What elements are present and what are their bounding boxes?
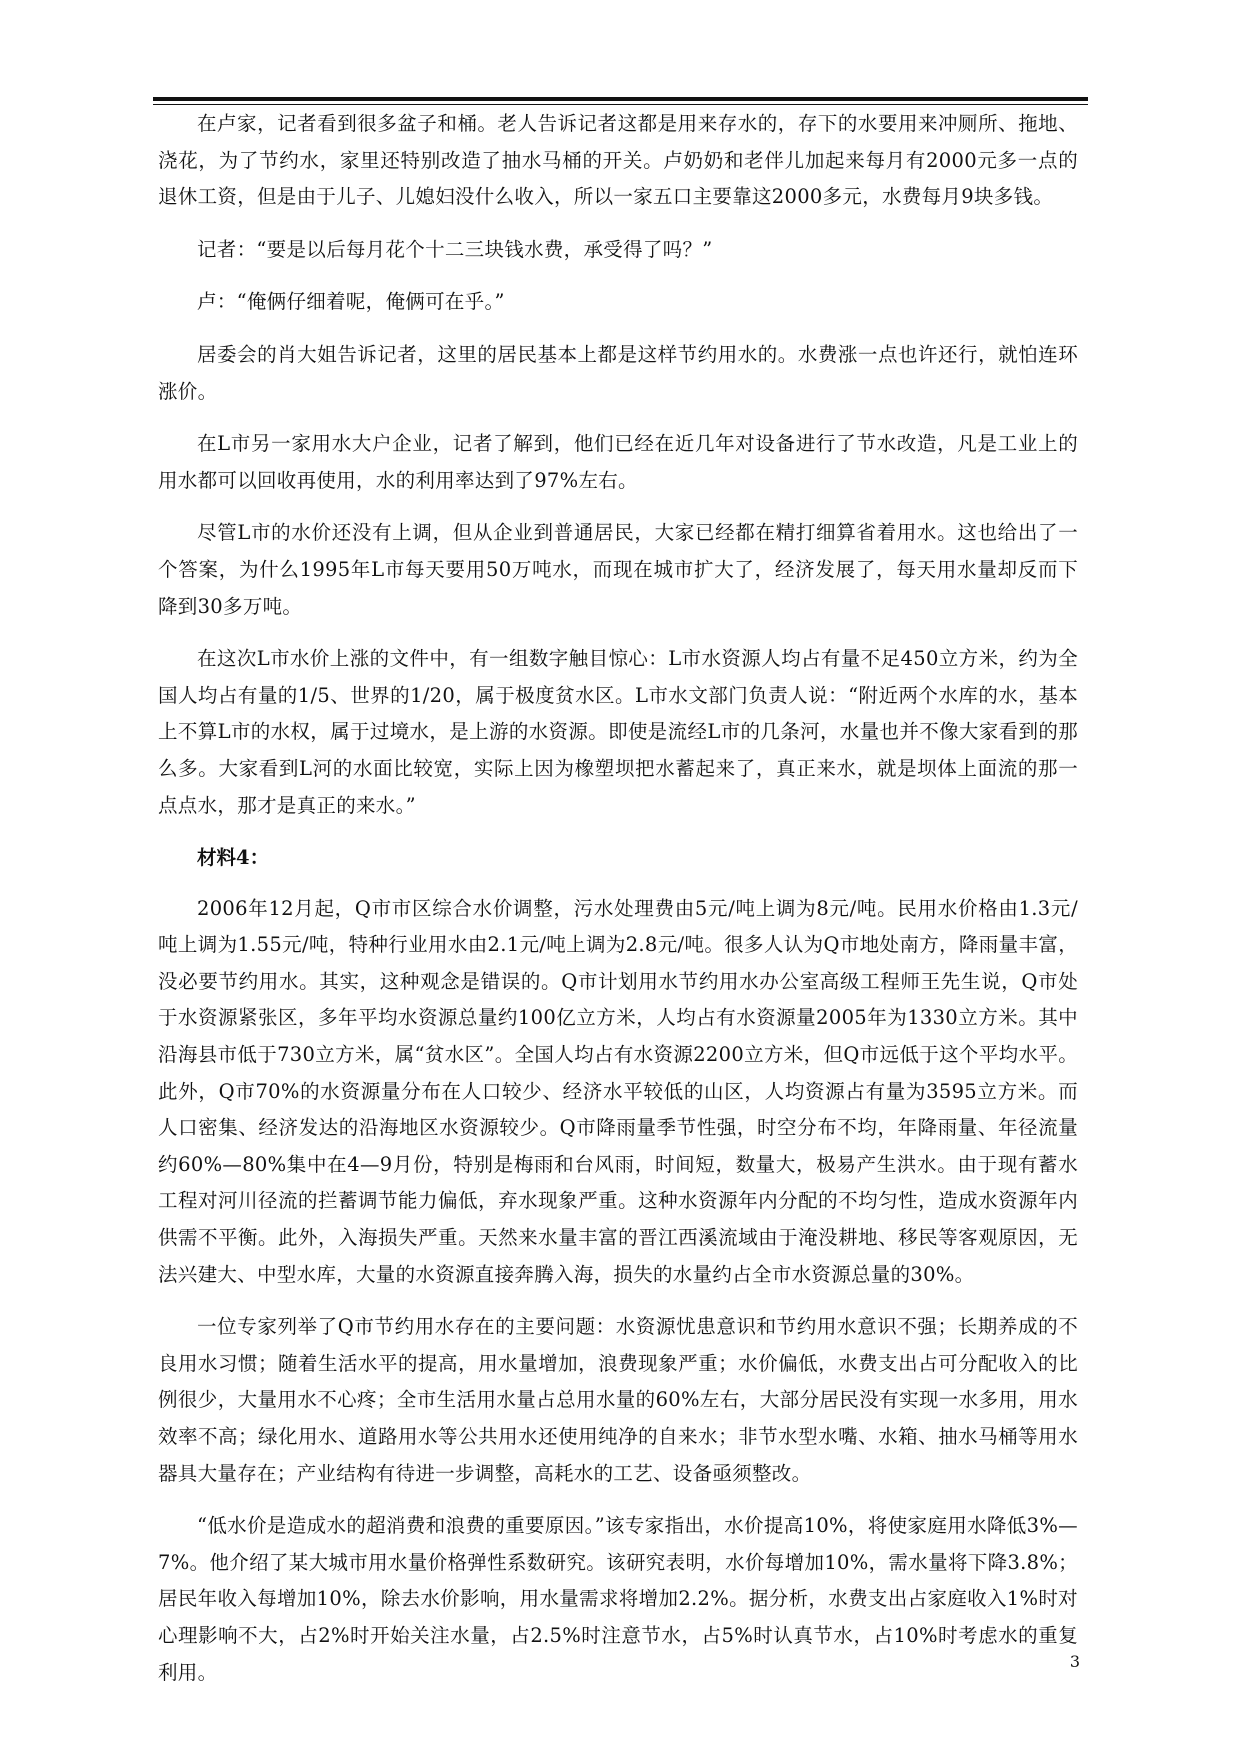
paragraph-l-city-water-resources: 在这次L市水价上涨的文件中，有一组数字触目惊心：L市水资源人均占有量不足450立方米，约为全国人均占有量的1/5、世界的1/20，属于极度贫水区。L市水文部门负责人说：“附近两个水库的水，基本上不算L市的水权，属于过境水，是上游的水资源。即使是流经L市的几条河，水量也并不像大家看到的那么多。大家看到L河的水面比较宽，实际上因为橡塑坝把水蓄起来了，真正来水，就是坝体上面流的那一点点水，那才是真正的来水。” [158, 647, 1078, 817]
paragraph-reporter-question: 记者：“要是以后每月花个十二三块钱水费，承受得了吗？” [197, 237, 713, 261]
paragraph-expert-problems: 一位专家列举了Q市节约用水存在的主要问题：水资源忧患意识和节约用水意识不强；长期养成的不良用水习惯；随着生活水平的提高，用水量增加，浪费现象严重；水价偏低，水费支出占可分配收入的比例很少，大量用水不心疼；全市生活用水量占总用水量的60%左右，大部分居民没有实现一水多用，用水效率不高；绿化用水、道路用水等公共用水还使用纯净的自来水；非节水型水嘴、水箱、抽水马桶等用水器具大量存在；产业结构有待进一步调整，高耗水的工艺、设备亟须整改。 [158, 1315, 1078, 1485]
section-heading-material-4: 材料4： [197, 846, 270, 870]
paragraph-lu-answer: 卢：“俺俩仔细着呢，俺俩可在乎。” [197, 290, 505, 314]
header-rule-thin [153, 104, 1088, 105]
paragraph-q-city-price-adjustment: 2006年12月起，Q市市区综合水价调整，污水处理费由5元/吨上调为8元/吨。民用水价格由1.3元/吨上调为1.55元/吨，特种行业用水由2.1元/吨上调为2.8元/吨。很多人认为Q市地处南方，降雨量丰富，没必要节约用水。其实，这种观念是错误的。Q市计划用水节约用水办公室高级工程师王先生说，Q市处于水资源紧张区，多年平均水资源总量约100亿立方米，人均占有水资源量2005年为1330立方米。其中沿海县市低于730立方米，属“贫水区”。全国人均占有水资源2200立方米，但Q市远低于这个平均水平。此外，Q市70%的水资源量分布在人口较少、经济水平较低的山区，人均资源占有量为3595立方米。而人口密集、经济发达的沿海地区水资源较少。Q市降雨量季节性强，时空分布不均，年降雨量、年径流量约60%—80%集中在4—9月份，特别是梅雨和台风雨，时间短，数量大，极易产生洪水。由于现有蓄水工程对河川径流的拦蓄调节能力偏低，弃水现象严重。这种水资源年内分配的不均匀性，造成水资源年内供需不平衡。此外，入海损失严重。天然来水量丰富的晋江西溪流域由于淹没耕地、移民等客观原因，无法兴建大、中型水库，大量的水资源直接奔腾入海，损失的水量约占全市水资源总量的30%。 [158, 896, 1078, 1286]
paragraph-water-saving-answer: 尽管L市的水价还没有上调，但从企业到普通居民，大家已经都在精打细算省着用水。这也给出了一个答案，为什么1995年L市每天要用50万吨水，而现在城市扩大了，经济发展了，每天用水量却反而下降到30多万吨。 [158, 521, 1078, 618]
body-text [158, 106, 1078, 1707]
paragraph-lu-family: 在卢家，记者看到很多盆子和桶。老人告诉记者这都是用来存水的，存下的水要用来冲厕所、拖地、浇花，为了节约水，家里还特别改造了抽水马桶的开关。卢奶奶和老伴儿加起来每月有2000元多一点的退休工资，但是由于儿子、儿媳妇没什么收入，所以一家五口主要靠这2000多元，水费每月9块多钱。 [158, 112, 1078, 209]
paragraph-enterprise-recycling: 在L市另一家用水大户企业，记者了解到，他们已经在近几年对设备进行了节水改造，凡是工业上的用水都可以回收再使用，水的利用率达到了97%左右。 [158, 432, 1078, 492]
paragraph-low-price-waste: “低水价是造成水的超消费和浪费的重要原因。”该专家指出，水价提高10%，将使家庭用水降低3%—7%。他介绍了某大城市用水量价格弹性系数研究。该研究表明，水价每增加10%，需水量将下降3.8%；居民年收入每增加10%，除去水价影响，用水量需求将增加2.2%。据分析，水费支出占家庭收入1%时对心理影响不大，占2%时开始关注水量，占2.5%时注意节水，占5%时认真节水，占10%时考虑水的重复利用。 [158, 1514, 1078, 1684]
paragraph-neighborhood-committee: 居委会的肖大姐告诉记者，这里的居民基本上都是这样节约用水的。水费涨一点也许还行，就怕连环涨价。 [158, 342, 1078, 403]
page-number: 3 [1069, 1652, 1080, 1671]
header-rule-thick [153, 97, 1088, 101]
